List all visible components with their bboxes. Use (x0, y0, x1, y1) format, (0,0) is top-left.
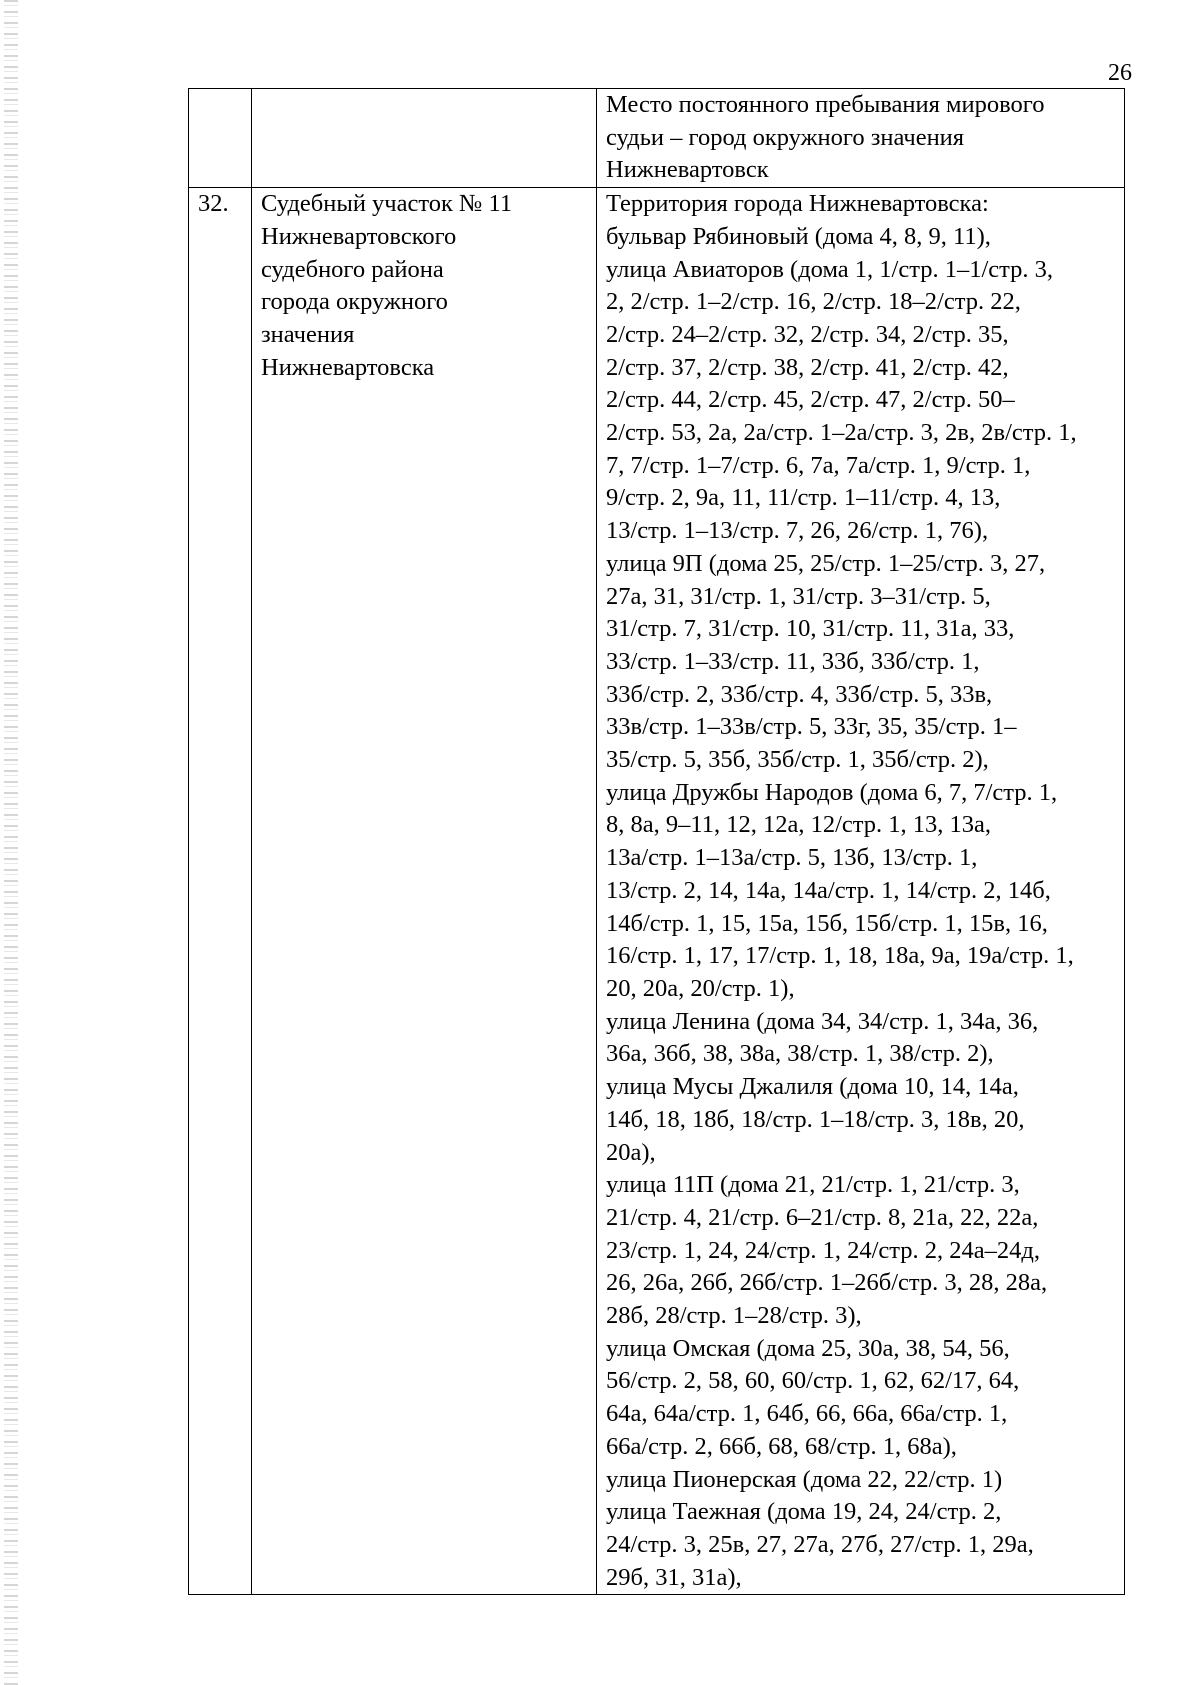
text-line: 2, 2/стр. 1–2/стр. 16, 2/стр. 18–2/стр. 22, (606, 288, 1021, 316)
text-line: судьи – город окружного значения (606, 123, 965, 151)
text-line: 8, 8а, 9–11, 12, 12а, 12/стр. 1, 13, 13а, (606, 811, 992, 839)
territory-cell (597, 188, 1125, 1595)
scan-margin-noise (4, 0, 18, 1685)
text-line: Нижневартовского (261, 222, 457, 250)
text-line: 20, 20а, 20/стр. 1), (606, 974, 795, 1002)
text-line: улица 11П (дома 21, 21/стр. 1, 21/стр. 3, (606, 1171, 1020, 1199)
district-name-lines (261, 188, 590, 384)
text-line: Место постоянного пребывания мирового (606, 91, 1045, 118)
text-line: улица Омская (дома 25, 30а, 38, 54, 56, (606, 1334, 1010, 1362)
text-line: улица 9П (дома 25, 25/стр. 1–25/стр. 3, 27, (606, 549, 1046, 577)
text-line: 33/стр. 1–33/стр. 11, 33б, 33б/стр. 1, (606, 647, 980, 675)
district-name-cell (252, 188, 597, 1595)
text-line: 2/стр. 24–2/стр. 32, 2/стр. 34, 2/стр. 35, (606, 320, 1009, 348)
court-districts-table (188, 88, 1125, 1595)
text-line: 31/стр. 7, 31/стр. 10, 31/стр. 11, 31а, 33, (606, 615, 1015, 643)
table-row-district-32 (189, 188, 1125, 1595)
text-line: 35/стр. 5, 35б, 35б/стр. 1, 35б/стр. 2), (606, 746, 989, 774)
district-name-cell (252, 89, 597, 188)
text-line: 64а, 64а/стр. 1, 64б, 66, 66а, 66а/стр. 1, (606, 1400, 1008, 1428)
text-line: 21/стр. 4, 21/стр. 6–21/стр. 8, 21а, 22, 22а, (606, 1203, 1039, 1231)
text-line: 14б/стр. 1, 15, 15а, 15б, 15б/стр. 1, 15в, 16, (606, 909, 1048, 937)
text-line: 36а, 36б, 38, 38а, 38/стр. 1, 38/стр. 2), (606, 1040, 994, 1068)
text-line: 29б, 31, 31а), (606, 1563, 742, 1591)
text-line: 20а), (606, 1138, 656, 1166)
text-line: 13/стр. 1–13/стр. 7, 26, 26/стр. 1, 76), (606, 517, 989, 545)
text-line: 13а/стр. 1–13а/стр. 5, 13б, 13/стр. 1, (606, 844, 978, 872)
text-line: 9/стр. 2, 9а, 11, 11/стр. 1–11/стр. 4, 13, (606, 484, 1001, 512)
text-line: улица Дружбы Народов (дома 6, 7, 7/стр. 1, (606, 778, 1058, 806)
text-line: судебного района (261, 255, 444, 283)
text-line: 27а, 31, 31/стр. 1, 31/стр. 3–31/стр. 5, (606, 582, 991, 610)
text-line: 2/стр. 53, 2а, 2а/стр. 1–2а/стр. 3, 2в, 2в/стр. 1, (606, 419, 1077, 447)
row-number-cell (189, 89, 252, 188)
text-line: 2/стр. 37, 2/стр. 38, 2/стр. 41, 2/стр. 42, (606, 353, 1009, 381)
text-line: улица Ленина (дома 34, 34/стр. 1, 34а, 36, (606, 1007, 1039, 1035)
residence-cell (597, 89, 1125, 188)
text-line: 16/стр. 1, 17, 17/стр. 1, 18, 18а, 9а, 19а/стр. 1, (606, 942, 1074, 970)
text-line: улица Мусы Джалиля (дома 10, 14, 14а, (606, 1073, 1019, 1101)
text-line: улица Таежная (дома 19, 24, 24/стр. 2, (606, 1498, 1002, 1526)
text-line: 28б, 28/стр. 1–28/стр. 3), (606, 1302, 862, 1330)
text-line: 13/стр. 2, 14, 14а, 14а/стр. 1, 14/стр. 2, 14б, (606, 876, 1051, 904)
text-line: значения (261, 320, 355, 348)
text-line: 24/стр. 3, 25в, 27, 27а, 27б, 27/стр. 1, 29а, (606, 1530, 1034, 1558)
text-line: 33б/стр. 2, 33б/стр. 4, 33б/стр. 5, 33в, (606, 680, 993, 708)
page-number: 26 (1108, 60, 1132, 86)
text-line: 26, 26а, 26б, 26б/стр. 1–26б/стр. 3, 28, 28а, (606, 1269, 1048, 1297)
text-line: 66а/стр. 2, 66б, 68, 68/стр. 1, 68а), (606, 1432, 957, 1460)
text-line: 23/стр. 1, 24, 24/стр. 1, 24/стр. 2, 24а–24д, (606, 1236, 1041, 1264)
text-line: 56/стр. 2, 58, 60, 60/стр. 1, 62, 62/17, 64, (606, 1367, 1020, 1395)
text-line: улица Авиаторов (дома 1, 1/стр. 1–1/стр. 3, (606, 255, 1054, 283)
text-line: бульвар Рябиновый (дома 4, 8, 9, 11), (606, 222, 991, 250)
text-line: 2/стр. 44, 2/стр. 45, 2/стр. 47, 2/стр. 50– (606, 386, 1015, 414)
text-line: Нижневартовск (606, 156, 769, 184)
text-line: 33в/стр. 1–33в/стр. 5, 33г, 35, 35/стр. 1– (606, 713, 1017, 741)
text-line: улица Пионерская (дома 22, 22/стр. 1) (606, 1465, 1003, 1493)
table-row-header-continuation (189, 89, 1125, 188)
row-number-cell: 32. (189, 188, 252, 1595)
text-line: Судебный участок № 11 (261, 190, 513, 218)
text-line: 14б, 18, 18б, 18/стр. 1–18/стр. 3, 18в, 20, (606, 1105, 1025, 1133)
residence-lines (606, 89, 1118, 187)
text-line: Территория города Нижневартовска: (606, 190, 989, 218)
text-line: Нижневартовска (261, 353, 435, 381)
text-line: 7, 7/стр. 1–7/стр. 6, 7а, 7а/стр. 1, 9/стр. 1, (606, 451, 1031, 479)
territory-lines (606, 188, 1118, 1594)
text-line: города окружного (261, 288, 448, 316)
